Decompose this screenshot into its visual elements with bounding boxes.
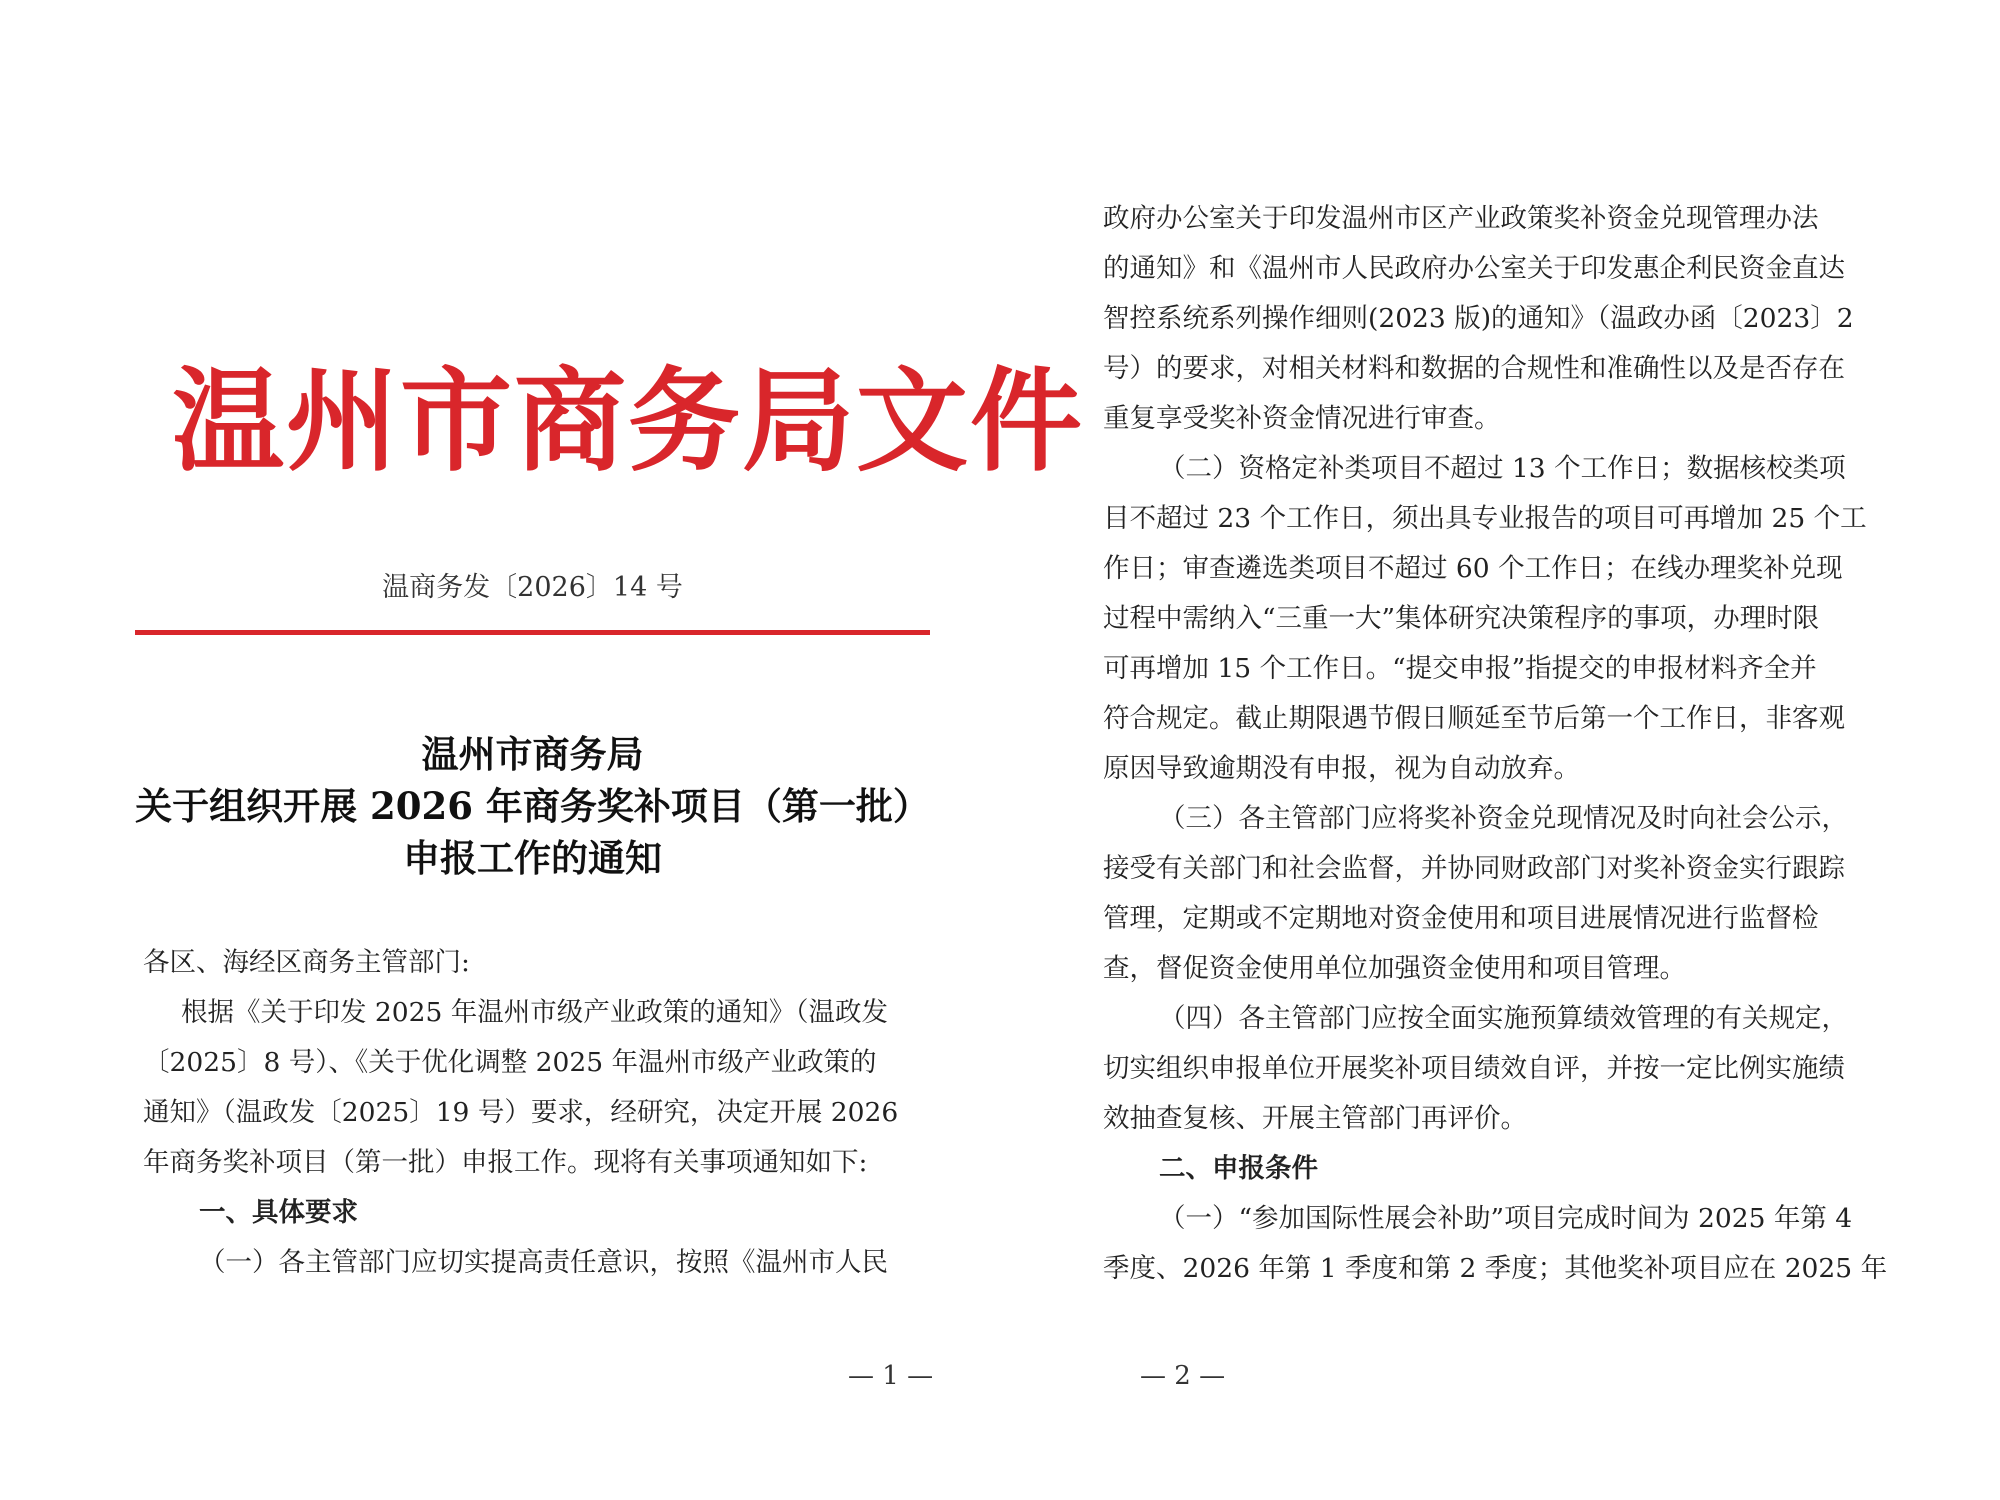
body-line: 号）的要求，对相关材料和数据的合规性和准确性以及是否存在 xyxy=(1103,353,1845,384)
section-heading-conditions: 二、申报条件 xyxy=(1159,1153,1318,1184)
body-line: 可再增加 15 个工作日。“提交申报”指提交的申报材料齐全并 xyxy=(1103,653,1817,684)
body-line: （四）各主管部门应按全面实施预算绩效管理的有关规定， xyxy=(1159,1003,1848,1034)
body-line: 管理，定期或不定期地对资金使用和项目进展情况进行监督检 xyxy=(1103,903,1819,934)
body-line: 符合规定。截止期限遇节假日顺延至节后第一个工作日，非客观 xyxy=(1103,703,1845,734)
salutation: 各区、海经区商务主管部门: xyxy=(143,947,470,978)
page-2 xyxy=(1000,0,2000,1500)
body-line: 政府办公室关于印发温州市区产业政策奖补资金兑现管理办法 xyxy=(1103,203,1819,234)
body-line: （二）资格定补类项目不超过 13 个工作日；数据核校类项 xyxy=(1159,453,1846,484)
body-line: 切实组织申报单位开展奖补项目绩效自评，并按一定比例实施绩 xyxy=(1103,1053,1845,1084)
notice-title-line-2: 关于组织开展 2026 年商务奖补项目（第一批） xyxy=(135,784,930,828)
body-line: （三）各主管部门应将奖补资金兑现情况及时向社会公示， xyxy=(1159,803,1848,834)
body-line: （一）各主管部门应切实提高责任意识，按照《温州市人民 xyxy=(199,1247,888,1278)
body-line: 效抽查复核、开展主管部门再评价。 xyxy=(1103,1103,1527,1134)
body-line: 智控系统系列操作细则(2023 版)的通知》（温政办函〔2023〕2 xyxy=(1103,303,1854,334)
body-line: 季度、2026 年第 1 季度和第 2 季度；其他奖补项目应在 2025 年 xyxy=(1103,1253,1888,1284)
body-line: 年商务奖补项目（第一批）申报工作。现将有关事项通知如下: xyxy=(143,1147,868,1178)
body-line: 接受有关部门和社会监督，并协同财政部门对奖补资金实行跟踪 xyxy=(1103,853,1845,884)
document-masthead: 温州市商务局文件 xyxy=(172,356,1084,487)
page-number: — 1 — xyxy=(848,1361,934,1391)
body-line: 作日；审查遴选类项目不超过 60 个工作日；在线办理奖补兑现 xyxy=(1103,553,1843,584)
page-number: — 2 — xyxy=(1140,1361,1226,1391)
body-line: 〔2025〕8 号）、《关于优化调整 2025 年温州市级产业政策的 xyxy=(143,1047,877,1078)
body-line: 目不超过 23 个工作日，须出具专业报告的项目可再增加 25 个工 xyxy=(1103,503,1867,534)
body-line: 的通知》和《温州市人民政府办公室关于印发惠企利民资金直达 xyxy=(1103,253,1845,284)
notice-body-right xyxy=(1103,194,1903,1294)
body-line: 重复享受奖补资金情况进行审查。 xyxy=(1103,403,1501,434)
document-number: 温商务发〔2026〕14 号 xyxy=(382,572,683,603)
section-heading-requirements: 一、具体要求 xyxy=(199,1197,358,1228)
body-line: （一）“参加国际性展会补助”项目完成时间为 2025 年第 4 xyxy=(1159,1203,1853,1234)
red-divider-line xyxy=(135,630,930,635)
body-line: 过程中需纳入“三重一大”集体研究决策程序的事项，办理时限 xyxy=(1103,603,1820,634)
body-line: 通知》（温政发〔2025〕19 号）要求，经研究，决定开展 2026 xyxy=(143,1097,899,1128)
notice-title-line-3: 申报工作的通知 xyxy=(403,836,662,880)
body-line: 原因导致逾期没有申报，视为自动放弃。 xyxy=(1103,753,1580,784)
body-line: 查，督促资金使用单位加强资金使用和项目管理。 xyxy=(1103,953,1686,984)
body-line: 根据《关于印发 2025 年温州市级产业政策的通知》（温政发 xyxy=(181,997,889,1028)
notice-title xyxy=(135,728,930,884)
notice-title-line-1: 温州市商务局 xyxy=(421,732,644,776)
notice-body-left xyxy=(143,938,938,1288)
